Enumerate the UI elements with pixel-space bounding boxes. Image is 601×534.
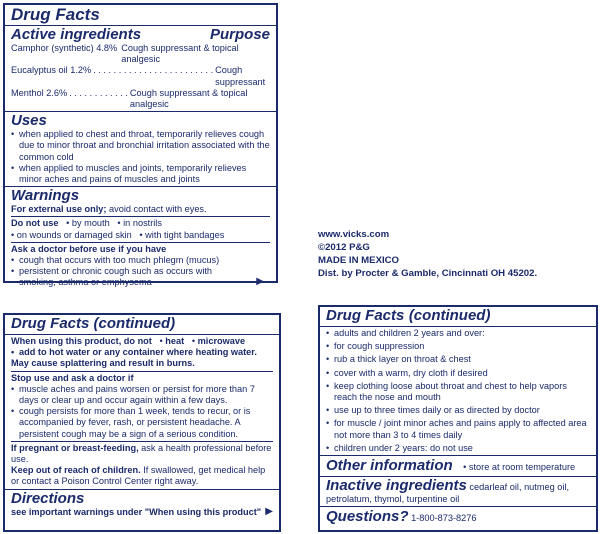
questions-phone: 1-800-873-8276 — [408, 513, 477, 524]
ask-doctor-header: Ask a doctor before use if you have — [11, 243, 167, 254]
other-information-section — [320, 455, 596, 476]
inactive-ingredients-line — [326, 478, 590, 505]
directions-section — [5, 489, 279, 519]
active-ingredients-header: Active ingredients — [11, 26, 142, 43]
external-use-bold: For external use only; — [11, 204, 107, 215]
panel2-title-section — [5, 315, 279, 334]
website-text: www.vicks.com — [318, 229, 390, 240]
warnings-header: Warnings — [11, 187, 80, 205]
uses-header: Uses — [11, 112, 47, 130]
ingredient-dots: . . . . . . . . . . . . — [69, 87, 128, 98]
directions-list-section — [320, 326, 596, 455]
drug-facts-title: Drug Facts — [11, 315, 90, 332]
continued-label: (continued) — [89, 315, 176, 332]
ingredient-row — [11, 88, 270, 110]
questions-section — [320, 506, 596, 527]
manufacturer-info — [318, 228, 537, 280]
stop-use-item: • cough persists for more than 1 week, tends to recur, or is accompanied by fever, rash, or persistent headache. A persistent cough may be a sign of a serious condition. — [11, 406, 273, 440]
drug-facts-title: Drug Facts — [326, 307, 405, 324]
when-using-label: When using this product, do not — [11, 336, 152, 346]
drug-facts-panel-continued-2 — [318, 305, 598, 532]
ask-doctor-item: • cough that occurs with too much phlegm (mucus) — [11, 255, 270, 266]
directions-item: • use up to three times daily or as directed by doctor — [326, 405, 590, 416]
origin-text: MADE IN MEXICO — [318, 255, 400, 266]
panel3-title-section — [320, 307, 596, 326]
stop-use-block — [11, 371, 273, 440]
directions-item: • adults and children 2 years and over: — [326, 328, 590, 339]
ingredient-name: Eucalyptus oil 1.2% — [11, 65, 92, 76]
external-use-line — [11, 204, 270, 215]
copyright-text: ©2012 P&G — [318, 242, 370, 253]
when-using-line: When using this product, do not • heat • microwave — [11, 336, 246, 346]
when-using-section — [5, 334, 279, 489]
ingredient-purpose: Cough suppressant & topical analgesic — [121, 43, 239, 65]
continued-label: (continued) — [408, 307, 491, 324]
when-using-item: • add to hot water or any container where heating water. — [11, 347, 273, 358]
do-not-use-item: on wounds or damaged skin — [16, 229, 132, 240]
ask-doctor-item: • persistent or chronic cough such as occurs with smoking, asthma or emphysema — [11, 266, 270, 288]
active-ingredients-section — [5, 25, 276, 111]
drug-facts-panel-continued-1 — [3, 313, 281, 532]
directions-item: • for cough suppression — [326, 341, 590, 352]
distributor-text: Dist. by Procter & Gamble, Cincinnati OH 45202. — [318, 268, 538, 279]
directions-item: • cover with a warm, dry cloth if desired — [326, 368, 590, 379]
uses-section — [5, 111, 276, 186]
directions-item: • keep clothing loose about throat and chest to help vapors reach the nose and mouth — [326, 381, 590, 403]
inactive-ingredients-section — [320, 476, 596, 506]
other-information-text: store at room temperature — [468, 462, 576, 473]
ingredient-row — [11, 43, 270, 65]
do-not-use-item: in nostrils — [123, 218, 162, 229]
ingredient-purpose: Cough suppressant — [215, 65, 266, 87]
stop-use-item: • muscle aches and pains worsen or persist for more than 7 days or clear up and occur again within a few days. — [11, 384, 273, 406]
directions-item: • rub a thick layer on throat & chest — [326, 354, 590, 365]
do-not-use-item: with tight bandages — [145, 229, 225, 240]
when-using-item: microwave — [197, 336, 246, 346]
warnings-section — [5, 186, 276, 288]
external-use-rest: avoid contact with eyes. — [106, 204, 207, 215]
stop-use-header: Stop use and ask a doctor if — [11, 372, 134, 383]
keep-out-line — [11, 465, 273, 487]
pregnancy-line — [11, 441, 273, 465]
directions-item: • children under 2 years: do not use — [326, 443, 590, 454]
purpose-header: Purpose — [209, 26, 270, 43]
do-not-use-label: Do not use — [11, 218, 59, 229]
drug-facts-panel-main — [3, 3, 278, 288]
when-using-item: heat — [165, 336, 185, 346]
ask-doctor-block — [11, 242, 270, 289]
inactive-ingredients-text: cedarleaf oil, nutmeg oil, petrolatum, thymol, turpentine oil — [326, 482, 570, 505]
uses-item: • when applied to chest and throat, temporarily relieves cough due to minor throat and bronchial irritation associated with the common cold — [11, 129, 270, 163]
ingredient-name: Menthol 2.6% — [11, 87, 68, 98]
keep-out-bold: Keep out of reach of children. — [11, 465, 141, 476]
ingredient-purpose: Cough suppressant & topical analgesic — [129, 87, 248, 110]
do-not-use-item: by mouth — [71, 218, 110, 229]
keep-out-rest: If swallowed, get medical help or contact a Poison Control Center right away. — [11, 465, 266, 487]
directions-header: Directions — [11, 489, 85, 507]
directions-text: see important warnings under "When using this product" — [11, 506, 262, 517]
drug-facts-title: Drug Facts — [11, 5, 100, 24]
continue-arrow-icon: ▶ — [265, 505, 273, 517]
questions-header: Questions? — [326, 508, 409, 526]
directions-item: • for muscle / joint minor aches and pains apply to affected area not more than 3 to 4 times daily — [326, 418, 590, 440]
do-not-use-line-2: • on wounds or damaged skin • with tight bandages — [11, 229, 225, 240]
ingredient-dots: . . . . . . . . . . . . . . . . . . . . . . . . — [93, 65, 214, 76]
drug-facts-title-section — [5, 5, 276, 25]
pregnancy-bold: If pregnant or breast-feeding, — [11, 442, 139, 453]
continue-arrow-icon: ▶ — [256, 275, 264, 287]
when-using-warning: May cause splattering and result in burns. — [11, 358, 195, 369]
uses-item: • when applied to muscles and joints, temporarily relieves minor aches and pains of muscles and joints — [11, 163, 270, 185]
other-information-item: • store at room temperature — [463, 462, 576, 473]
pregnancy-rest: ask a health professional before use. — [11, 442, 272, 465]
ingredient-name: Camphor (synthetic) 4.8% — [11, 43, 118, 53]
do-not-use-line: Do not use • by mouth • in nostrils — [11, 216, 270, 229]
inactive-ingredients-header: Inactive ingredients — [326, 477, 467, 495]
ingredient-row — [11, 65, 270, 87]
other-information-header: Other information — [326, 457, 453, 475]
